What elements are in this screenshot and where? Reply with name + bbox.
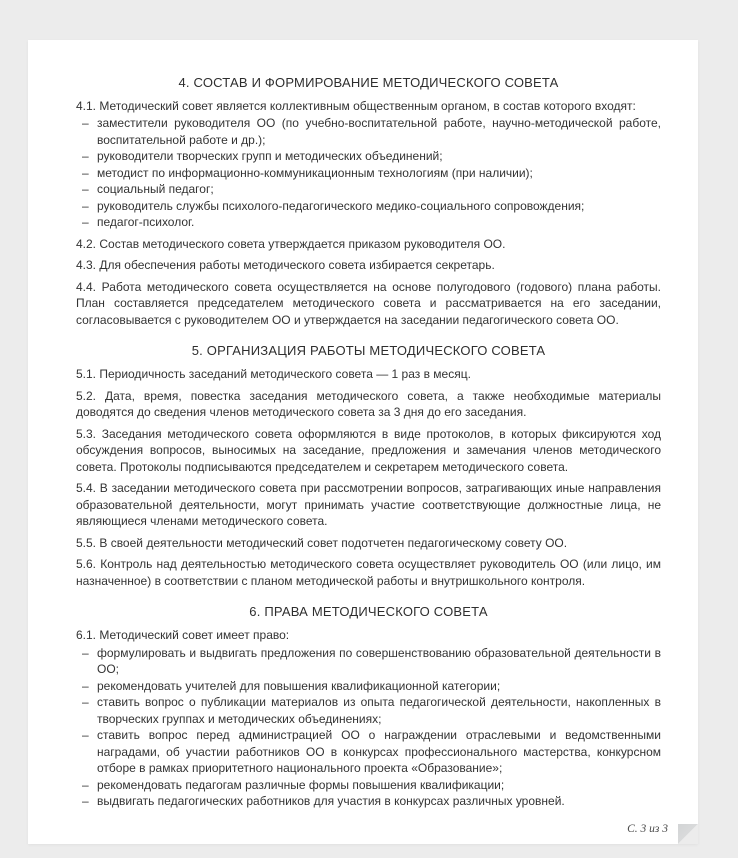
paragraph-5-6: 5.6. Контроль над деятельностью методического совета осуществляет руководитель ОО (или лицо, им назначенное) в соответствии с планом методической работы и внутришкольного контроля. — [76, 557, 661, 588]
list-item: – руководители творческих групп и методических объединений; — [76, 148, 661, 165]
bullet-list-6 — [76, 645, 661, 810]
paragraph-4-1: 4.1. Методический совет является коллективным общественным органом, в состав которого входят: — [76, 98, 636, 113]
section-heading-4: 4. СОСТАВ И ФОРМИРОВАНИЕ МЕТОДИЧЕСКОГО СОВЕТА — [178, 75, 559, 90]
section-heading-5: 5. ОРГАНИЗАЦИЯ РАБОТЫ МЕТОДИЧЕСКОГО СОВЕТА — [191, 343, 546, 359]
paragraph-5-1: 5.1. Периодичность заседаний методического совета — 1 раз в месяц. — [76, 367, 471, 382]
document-page — [28, 40, 698, 844]
paragraph-4-3: 4.3. Для обеспечения работы методического совета избирается секретарь. — [76, 258, 495, 273]
bullet-list-4 — [76, 115, 661, 231]
list-item: – методист по информационно-коммуникационным технологиям (при наличии); — [76, 165, 661, 182]
list-item: – рекомендовать учителей для повышения квалификационной категории; — [76, 678, 661, 695]
paragraph-5-5: 5.5. В своей деятельности методический совет подотчетен педагогическому совету ОО. — [76, 535, 568, 550]
paragraph-5-4: 5.4. В заседании методического совета при рассмотрении вопросов, затрагивающих иные направления образовательной деятельности, могут принимать участие соответствующие должностные лица, не являющиеся членами методического совета. — [76, 481, 661, 529]
paragraph-6-1: 6.1. Методический совет имеет право: — [76, 628, 290, 643]
paragraph-5-3: 5.3. Заседания методического совета оформляются в виде протоколов, в которых фиксируются ход обсуждения вопросов, выносимых на заседание, предложения и замечания членов методического совета. Протоколы подписываются председателем и секретарем методического совета. — [76, 426, 661, 474]
list-item: – педагог-психолог. — [76, 214, 661, 231]
list-item: – ставить вопрос о публикации материалов из опыта педагогической деятельности, накопленных в творческих группах и методических объединениях; — [76, 694, 661, 727]
paragraph-4-2: 4.2. Состав методического совета утверждается приказом руководителя ОО. — [76, 236, 506, 251]
list-item: – рекомендовать педагогам различные формы повышения квалификации; — [76, 777, 661, 794]
list-item: – руководитель службы психолого-педагогического медико-социального сопровождения; — [76, 198, 661, 215]
page-number: С. 3 из 3 — [627, 822, 668, 835]
section-heading-6: 6. ПРАВА МЕТОДИЧЕСКОГО СОВЕТА — [249, 604, 488, 620]
paragraph-4-4: 4.4. Работа методического совета осуществляется на основе полугодового (годового) плана работы. План составляется председателем методического совета и рассматривается на его заседании, согласовывается с руководителем ОО и утверждается на заседании педагогического совета ОО. — [76, 279, 661, 327]
list-item: – ставить вопрос перед администрацией ОО о награждении отраслевыми и ведомственными наградами, об участии работников ОО в конкурсах профессионального мастерства, конкурсном отборе в рамках приоритетного национального проекта «Образование»; — [76, 727, 661, 777]
paragraph-5-2: 5.2. Дата, время, повестка заседания методического совета, а также необходимые материалы доводятся до сведения членов методического совета за 3 дня до его заседания. — [76, 388, 661, 420]
list-item: – социальный педагог; — [76, 181, 661, 198]
list-item: – выдвигать педагогических работников для участия в конкурсах различных уровней. — [76, 793, 661, 810]
folded-corner-icon — [678, 824, 698, 844]
list-item: – формулировать и выдвигать предложения по совершенствованию образовательной деятельности в ОО; — [76, 645, 661, 678]
list-item: – заместители руководителя ОО (по учебно-воспитательной работе, научно-методической работе, воспитательной работе и др.); — [76, 115, 661, 148]
